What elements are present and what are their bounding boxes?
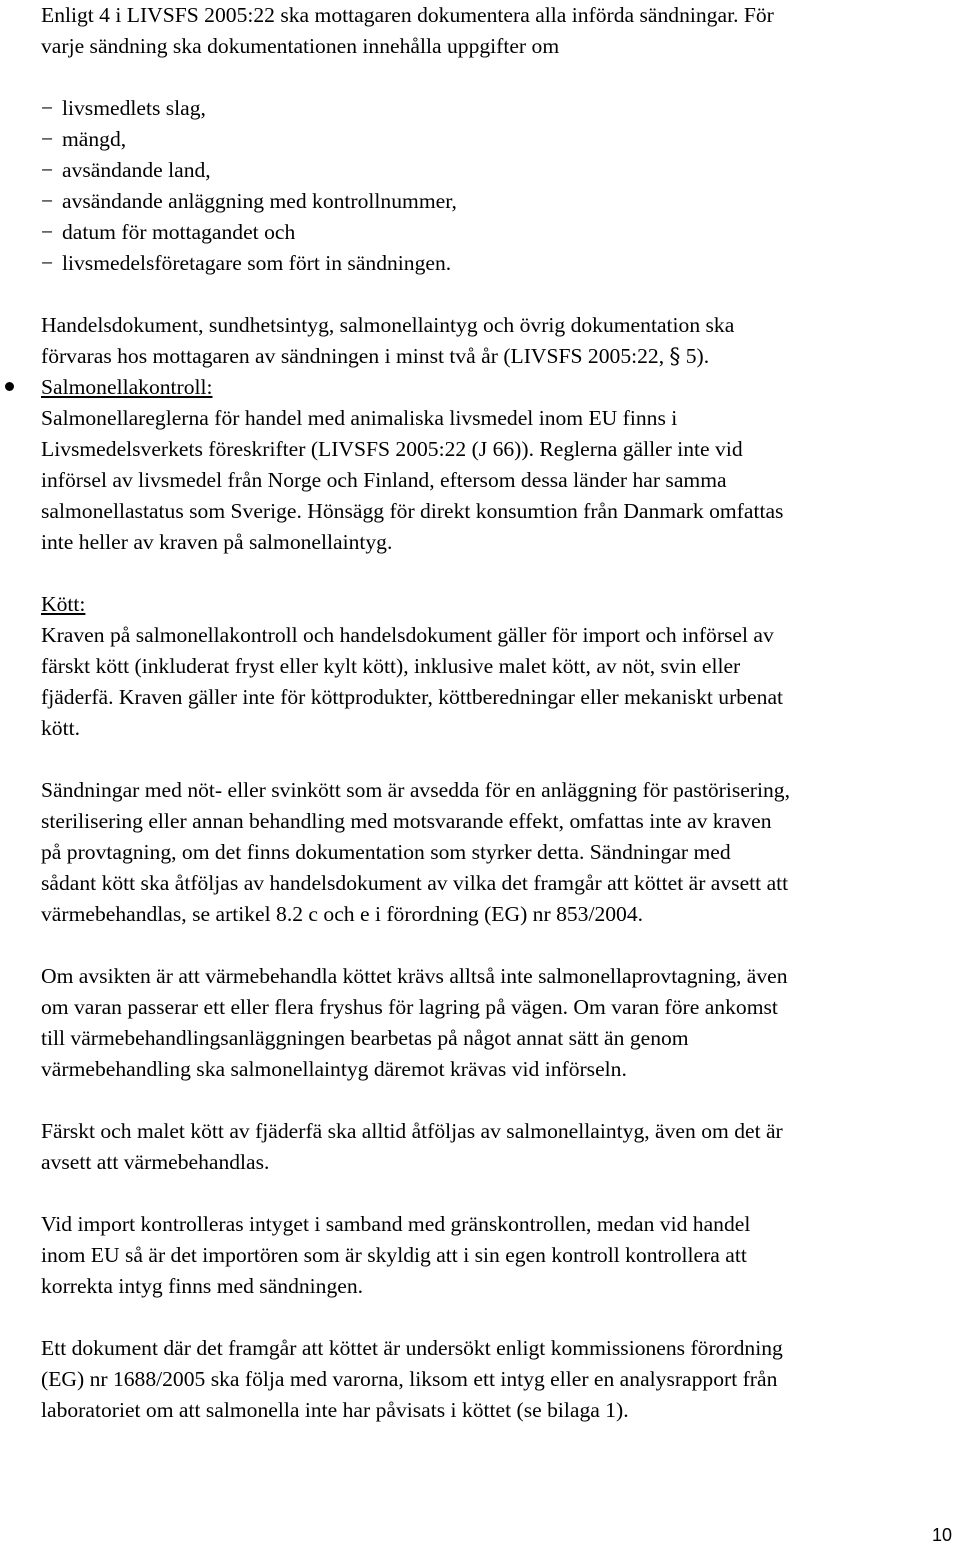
import-line: Vid import kontrolleras intyget i samband med gränskontrollen, medan vid handel <box>41 1212 751 1236</box>
list-item: − avsändande land, <box>41 158 211 182</box>
kott-line: kött. <box>41 716 80 740</box>
bullet-icon <box>5 382 14 391</box>
document-page <box>41 0 956 1426</box>
kott-heading: Kött: <box>41 592 86 616</box>
sandningar-line: sådant kött ska åtföljas av handelsdokument av vilka det framgår att köttet är avsett att <box>41 871 789 895</box>
farskt-line: avsett att värmebehandlas. <box>41 1150 270 1174</box>
sandningar-line: sterilisering eller annan behandling med motsvarande effekt, omfattas inte av kraven <box>41 809 772 833</box>
kott-line: fjäderfä. Kraven gäller inte för köttprodukter, köttberedningar eller mekaniskt urbenat <box>41 685 784 709</box>
salmonella-line: Livsmedelsverkets föreskrifter (LIVSFS 2005:22 (J 66)). Reglerna gäller inte vid <box>41 437 743 461</box>
dokument-line: Ett dokument där det framgår att köttet är undersökt enligt kommissionens förordning <box>41 1336 783 1360</box>
sandningar-line: Sändningar med nöt- eller svinkött som är avsedda för en anläggning för pastörisering, <box>41 778 790 802</box>
sandningar-line: på provtagning, om det finns dokumentation som styrker detta. Sändningar med <box>41 840 731 864</box>
page-number: 10 <box>931 1525 952 1545</box>
intro-line-2: varje sändning ska dokumentationen innehålla uppgifter om <box>41 34 560 58</box>
kott-line: Kraven på salmonellakontroll och handelsdokument gäller för import och införsel av <box>41 623 774 647</box>
section-sign-icon: § <box>669 344 681 369</box>
list-item: − livsmedlets slag, <box>41 96 206 120</box>
avsikten-line: värmebehandling ska salmonellaintyg däremot krävas vid införseln. <box>41 1057 627 1081</box>
salmonella-section <box>41 372 956 558</box>
kott-line: färskt kött (inkluderat fryst eller kylt kött), inklusive malet kött, av nöt, svin eller <box>41 654 741 678</box>
sandningar-line: värmebehandlas, se artikel 8.2 c och e i förordning (EG) nr 853/2004. <box>41 902 644 926</box>
salmonella-line: salmonellastatus som Sverige. Hönsägg för direkt konsumtion från Danmark omfattas <box>41 499 784 523</box>
dokument-line: (EG) nr 1688/2005 ska följa med varorna, liksom ett intyg eller en analysrapport från <box>41 1367 778 1391</box>
import-line: korrekta intyg finns med sändningen. <box>41 1274 364 1298</box>
intro-line-1: Enligt 4 i LIVSFS 2005:22 ska mottagaren dokumentera alla införda sändningar. För <box>41 3 774 27</box>
salmonella-heading: Salmonellakontroll: <box>41 375 213 399</box>
list-item: − mängd, <box>41 127 127 151</box>
salmonella-line: införsel av livsmedel från Norge och Finland, eftersom dessa länder har samma <box>41 468 727 492</box>
handelsdokument-line-1: Handelsdokument, sundhetsintyg, salmonellaintyg och övrig dokumentation ska <box>41 313 735 337</box>
salmonella-line: Salmonellareglerna för handel med animaliska livsmedel inom EU finns i <box>41 406 678 430</box>
list-item: − livsmedelsföretagare som fört in sändningen. <box>41 251 452 275</box>
handelsdokument-line-2: förvaras hos mottagaren av sändningen i minst två år (LIVSFS 2005:22, § 5). <box>41 344 710 369</box>
list-item: − datum för mottagandet och <box>41 220 296 244</box>
avsikten-line: om varan passerar ett eller flera fryshus för lagring på vägen. Om varan före ankomst <box>41 995 778 1019</box>
import-line: inom EU så är det importören som är skyldig att i sin egen kontroll kontrollera att <box>41 1243 747 1267</box>
list-item: − avsändande anläggning med kontrollnummer, <box>41 189 457 213</box>
avsikten-line: Om avsikten är att värmebehandla köttet krävs alltså inte salmonellaprovtagning, även <box>41 964 788 988</box>
avsikten-line: till värmebehandlingsanläggningen bearbetas på något annat sätt än genom <box>41 1026 689 1050</box>
farskt-line: Färskt och malet kött av fjäderfä ska alltid åtföljas av salmonellaintyg, även om det är <box>41 1119 783 1143</box>
salmonella-line: inte heller av kraven på salmonellaintyg. <box>41 530 393 554</box>
dash-list <box>41 93 956 279</box>
dokument-line: laboratoriet om att salmonella inte har påvisats i köttet (se bilaga 1). <box>41 1398 629 1422</box>
